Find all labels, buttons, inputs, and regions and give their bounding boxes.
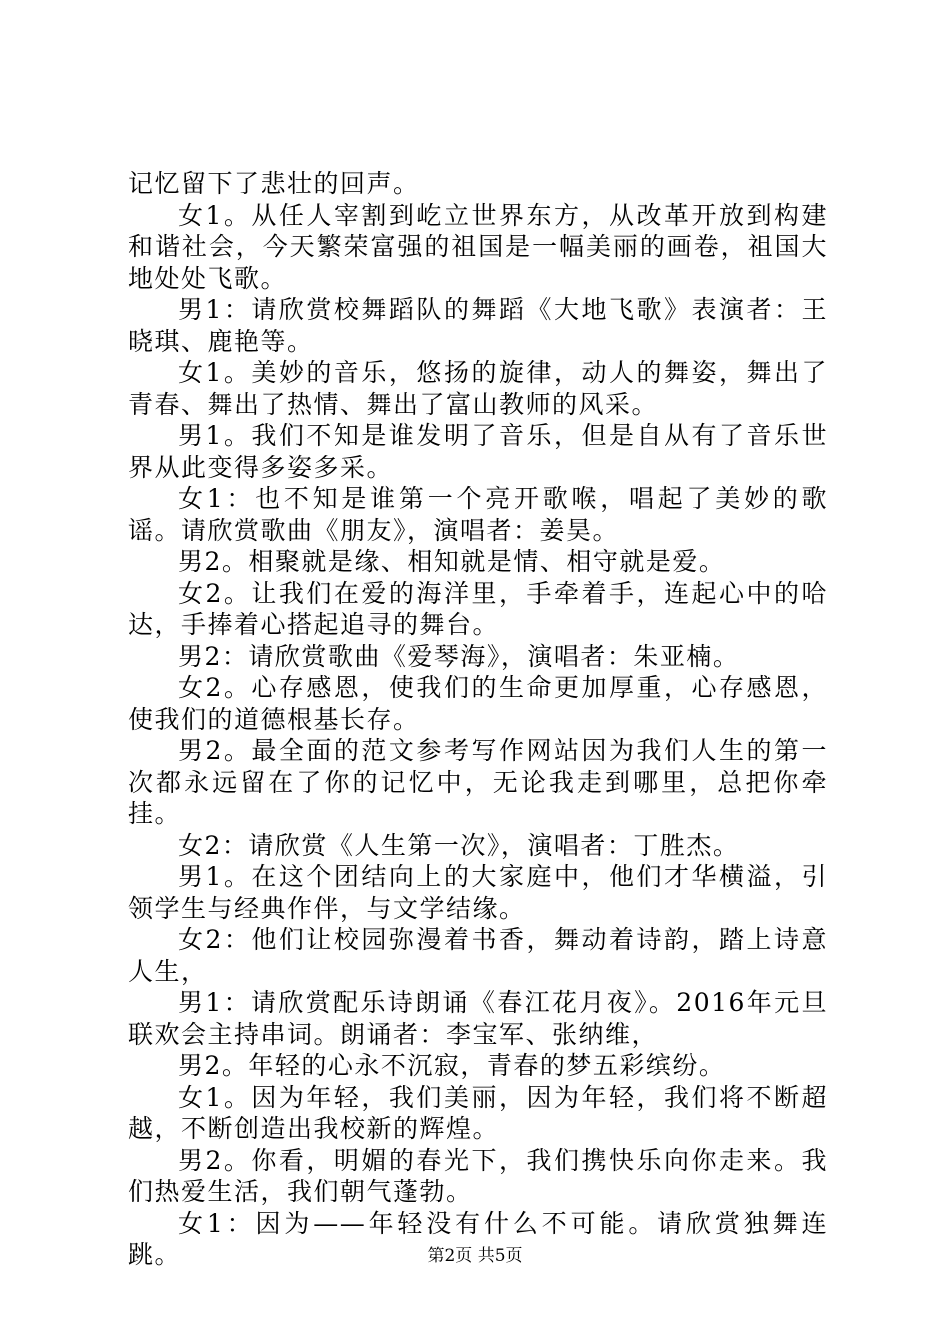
paragraph: 男2。年轻的心永不沉寂，青春的梦五彩缤纷。	[178, 1051, 726, 1080]
paragraph: 女1。美妙的音乐，悠扬的旋律，动人的舞姿，舞出了青春、舞出了热情、舞出了富山教师的风采。	[128, 358, 828, 419]
paragraph: 女2。让我们在爱的海洋里，手牵着手，连起心中的哈达，手捧着心搭起追寻的舞台。	[128, 578, 828, 639]
page-number-footer: 第2页 共5页	[427, 1246, 523, 1266]
paragraph: 记忆留下了悲壮的回声。	[128, 169, 420, 198]
paragraph: 女1：因为——年轻没有什么不可能。请欣赏独舞连跳。	[128, 1208, 828, 1269]
paragraph: 女2。心存感恩，使我们的生命更加厚重，心存感恩，使我们的道德根基长存。	[128, 673, 828, 734]
paragraph: 男1。在这个团结向上的大家庭中，他们才华横溢，引领学生与经典作伴，与文学结缘。	[128, 862, 828, 923]
paragraph: 男2。最全面的范文参考写作网站因为我们人生的第一次都永远留在了你的记忆中，无论我走到哪里，总把你牵挂。	[128, 736, 828, 828]
paragraph: 女2：他们让校园弥漫着书香，舞动着诗韵，踏上诗意人生，	[128, 925, 828, 986]
paragraph: 女2：请欣赏《人生第一次》，演唱者：丁胜杰。	[178, 830, 740, 860]
document-body	[128, 168, 828, 1271]
paragraph: 男2：请欣赏歌曲《爱琴海》，演唱者：朱亚楠。	[178, 641, 740, 671]
paragraph: 女1。从任人宰割到屹立世界东方，从改革开放到构建和谐社会，今天繁荣富强的祖国是一幅美丽的画卷，祖国大地处处飞歌。	[128, 200, 828, 293]
paragraph: 女1：也不知是谁第一个亮开歌喉，唱起了美妙的歌谣。请欣赏歌曲《朋友》，演唱者：姜昊。	[128, 484, 828, 545]
paragraph: 男2。你看，明媚的春光下，我们携快乐向你走来。我们热爱生活，我们朝气蓬勃。	[128, 1145, 828, 1206]
paragraph: 男1：请欣赏校舞蹈队的舞蹈《大地飞歌》表演者：王晓琪、鹿艳等。	[128, 295, 828, 356]
paragraph: 男1。我们不知是谁发明了音乐，但是自从有了音乐世界从此变得多姿多采。	[128, 421, 828, 482]
paragraph: 男2。相聚就是缘、相知就是情、相守就是爱。	[178, 547, 726, 576]
paragraph: 男1：请欣赏配乐诗朗诵《春江花月夜》。2016年元旦联欢会主持串词。朗诵者：李宝军、张纳维，	[128, 988, 828, 1049]
paragraph: 女1。因为年轻，我们美丽，因为年轻，我们将不断超越，不断创造出我校新的辉煌。	[128, 1082, 828, 1143]
